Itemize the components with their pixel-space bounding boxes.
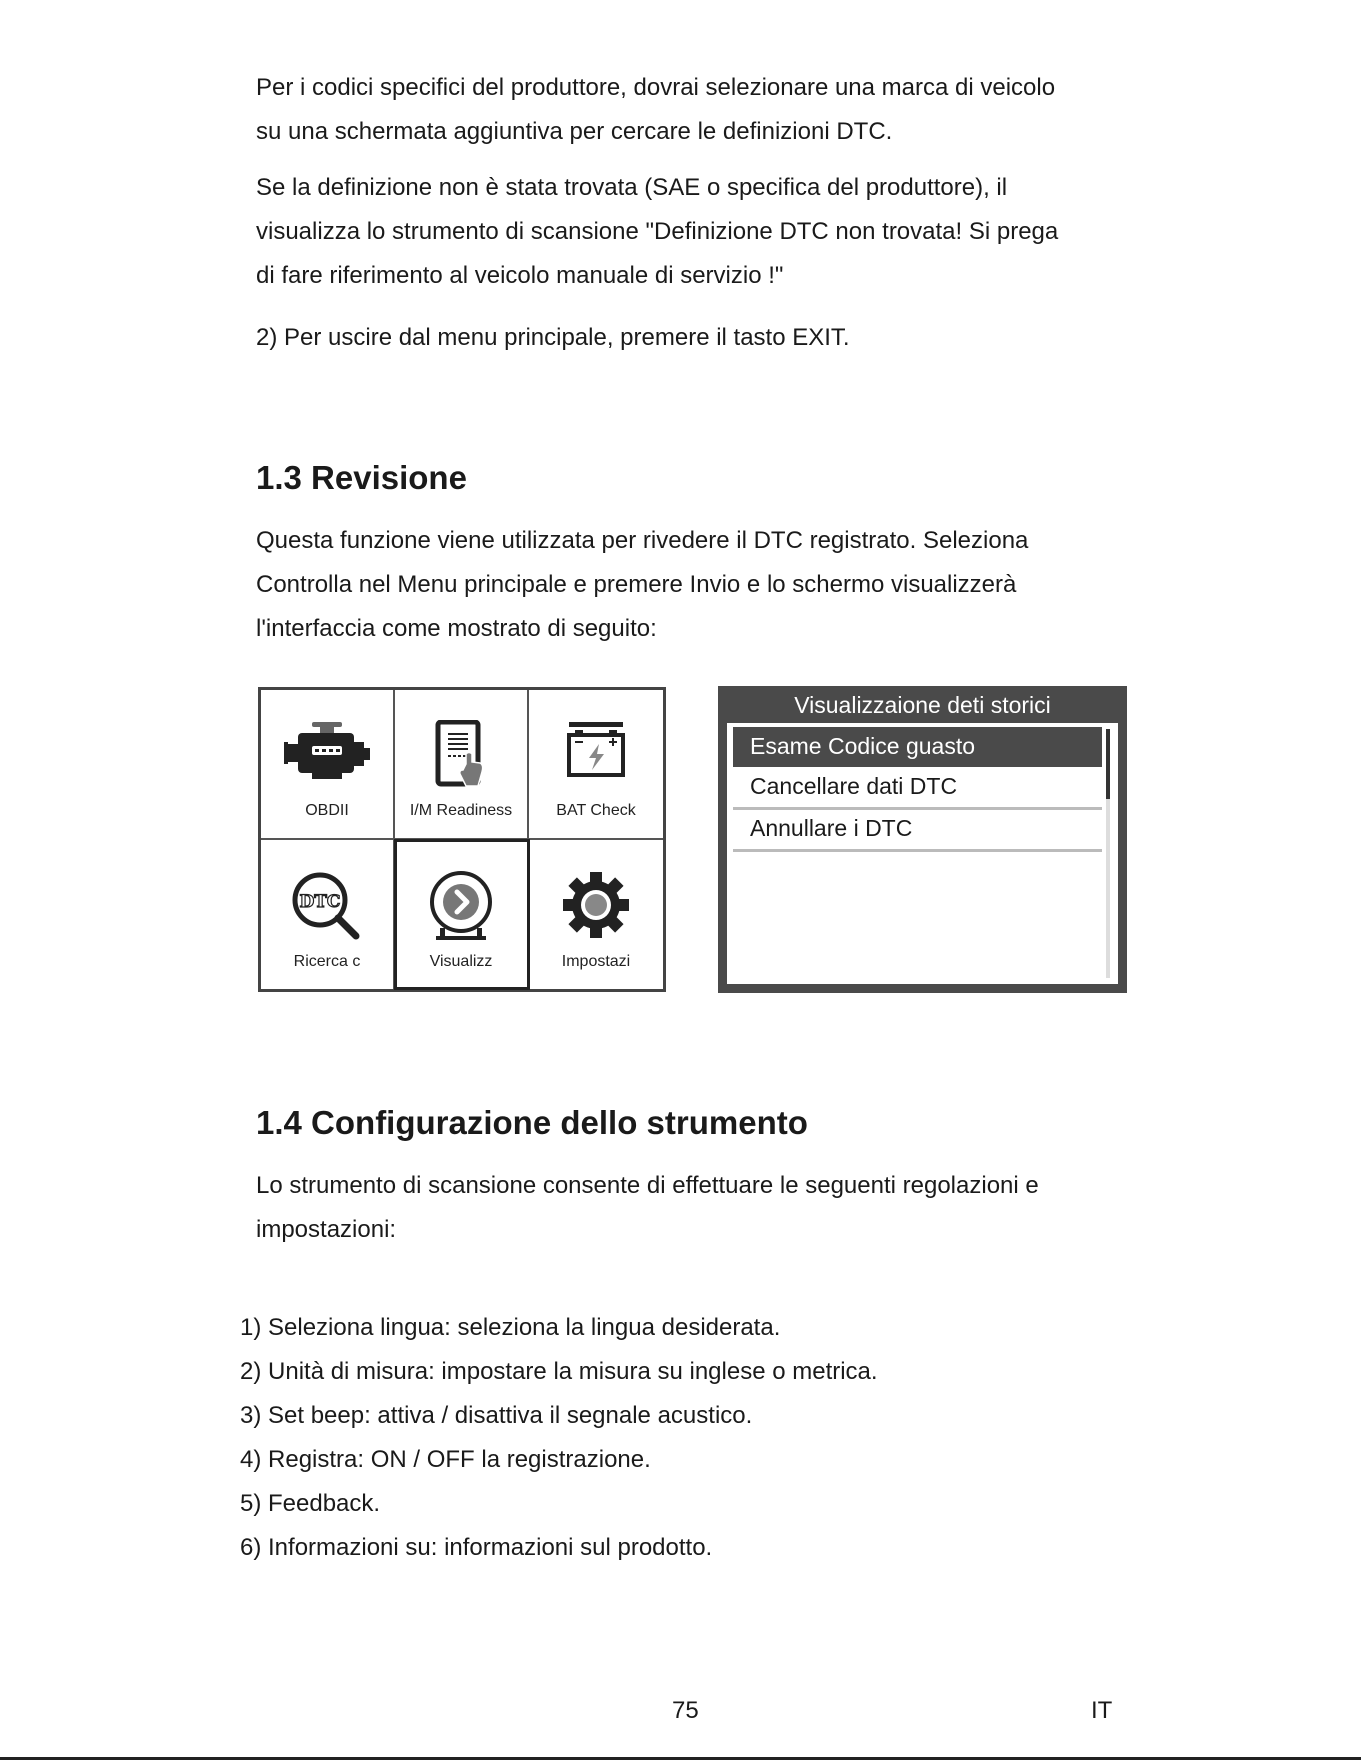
menu-item-obdii[interactable]: [261, 690, 395, 840]
history-item-esame[interactable]: Esame Codice guasto: [733, 727, 1102, 767]
history-item-annullare[interactable]: Annullare i DTC: [750, 815, 913, 841]
intro-line-5: di fare riferimento al veicolo manuale di servizio !": [256, 262, 784, 289]
page-number: 75: [672, 1697, 699, 1724]
menu-item-im-readiness[interactable]: [395, 690, 529, 840]
list-item: 1) Seleziona lingua: seleziona la lingua desiderata.: [240, 1314, 781, 1341]
main-menu-grid: [258, 687, 666, 992]
history-screen-title: Visualizzaione deti storici: [794, 692, 1051, 718]
tablet-touch-icon: [426, 720, 496, 790]
battery-icon: [561, 720, 631, 780]
list-item: 3) Set beep: attiva / disattiva il segnale acustico.: [240, 1402, 753, 1429]
menu-label-im-readiness: I/M Readiness: [409, 801, 513, 819]
menu-label-impostazi: Impostazi: [561, 953, 631, 970]
history-screen-list: [727, 723, 1118, 984]
playback-icon: [426, 870, 496, 942]
history-screen: [718, 686, 1127, 993]
menu-item-visualizz[interactable]: [395, 840, 529, 990]
menu-label-ricerca: Ricerca c: [293, 953, 361, 970]
page-bottom-border: [0, 1757, 1361, 1760]
menu-label-visualizz: Visualizz: [429, 953, 493, 970]
history-item-cancellare[interactable]: Cancellare dati DTC: [750, 773, 958, 799]
list-item: 6) Informazioni su: informazioni sul prodotto.: [240, 1534, 713, 1561]
configurazione-line-2: impostazioni:: [256, 1216, 397, 1243]
menu-item-ricerca[interactable]: [261, 840, 395, 990]
menu-label-obdii: OBDII: [305, 801, 349, 819]
menu-label-bat-check: BAT Check: [556, 801, 636, 819]
dtc-search-icon: [290, 870, 364, 940]
intro-line-6: 2) Per uscire dal menu principale, premere il tasto EXIT.: [256, 324, 850, 351]
list-item: 5) Feedback.: [240, 1490, 381, 1517]
list-item: 4) Registra: ON / OFF la registrazione.: [240, 1446, 651, 1473]
configurazione-line-1: Lo strumento di scansione consente di effettuare le seguenti regolazioni e: [256, 1172, 1039, 1199]
menu-item-impostazi[interactable]: [529, 840, 663, 990]
section-heading-revisione: 1.3 Revisione: [256, 459, 467, 496]
revisione-line-1: Questa funzione viene utilizzata per rivedere il DTC registrato. Seleziona: [256, 527, 1029, 554]
language-code: IT: [1091, 1697, 1113, 1724]
section-heading-configurazione: 1.4 Configurazione dello strumento: [256, 1104, 808, 1141]
list-item: 2) Unità di misura: impostare la misura su inglese o metrica.: [240, 1358, 878, 1385]
history-separator: [733, 849, 1102, 852]
history-scrollbar-thumb[interactable]: [1106, 729, 1110, 799]
revisione-line-3: l'interfaccia come mostrato di seguito:: [256, 615, 657, 642]
intro-line-3: Se la definizione non è stata trovata (SAE o specifica del produttore), il: [256, 174, 1008, 201]
revisione-line-2: Controlla nel Menu principale e premere Invio e lo schermo visualizzerà: [256, 571, 1017, 598]
gear-icon: [561, 870, 631, 940]
menu-item-bat-check[interactable]: [529, 690, 663, 840]
intro-line-1: Per i codici specifici del produttore, dovrai selezionare una marca di veicolo: [256, 74, 1056, 101]
engine-icon: [282, 720, 372, 786]
svg-text:DTC: DTC: [299, 891, 341, 912]
intro-line-2: su una schermata aggiuntiva per cercare le definizioni DTC.: [256, 118, 893, 145]
intro-line-4: visualizza lo strumento di scansione "Definizione DTC non trovata! Si prega: [256, 218, 1059, 245]
